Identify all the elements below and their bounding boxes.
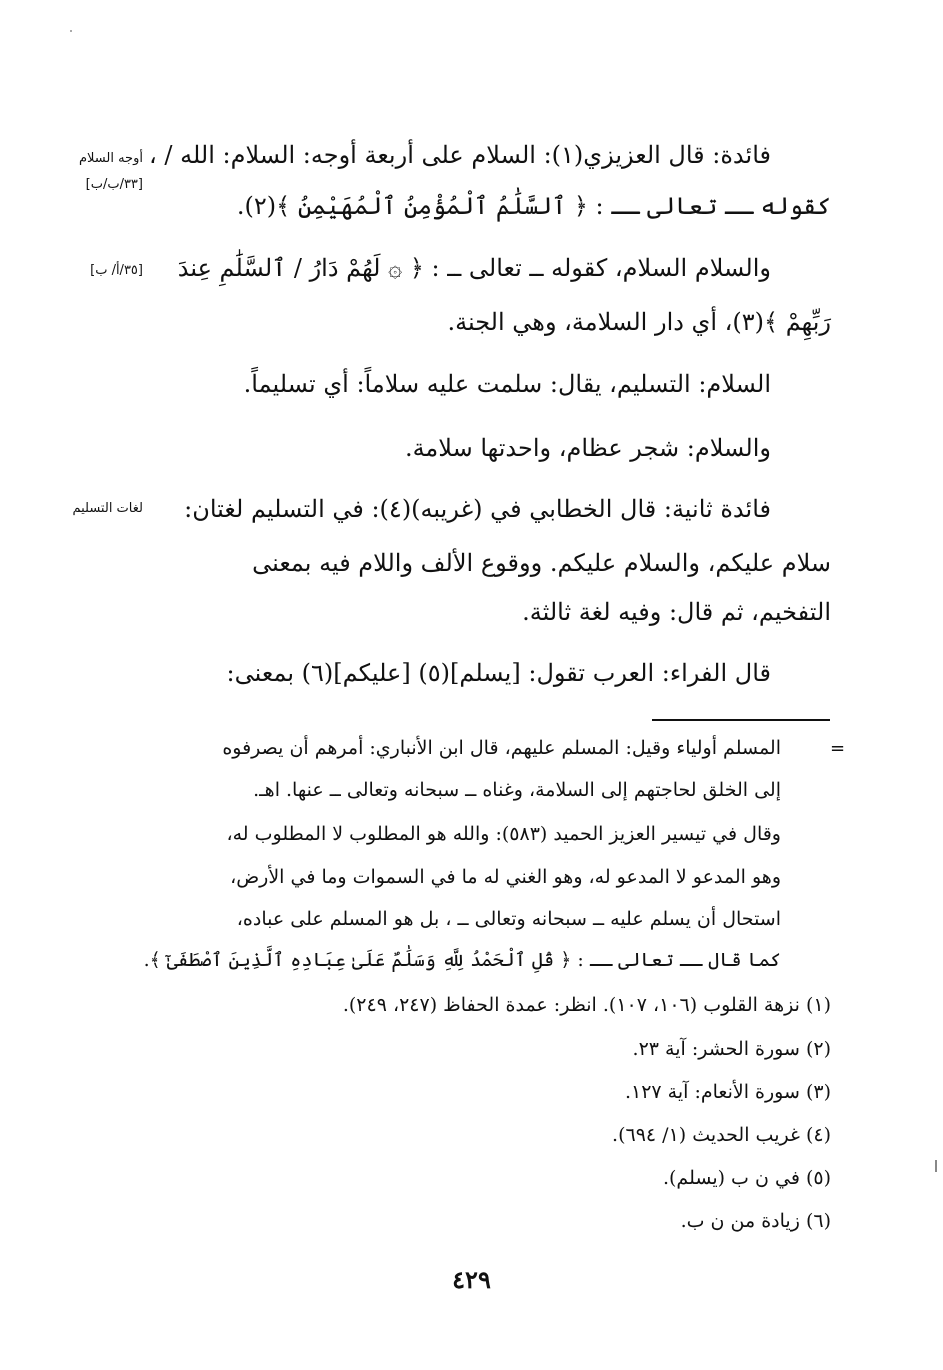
page-number: ٤٢٩ — [452, 1265, 491, 1294]
footnote-4: (٤) غريب الحديث (١/ ٦٩٤). — [612, 1124, 831, 1146]
main-line-7: فائدة ثانية: قال الخطابي في (غريبه)(٤): في التسليم لغتان: — [184, 495, 771, 523]
footnote-continued-line-5: استحال أن يسلم عليه ــ سبحانه وتعالى ــ ، بل هو المسلم على عباده، — [236, 908, 781, 930]
footnote-1: (١) نزهة القلوب (١٠٦، ١٠٧). انظر: عمدة الحفاظ (٢٤٧، ٢٤٩). — [342, 994, 831, 1016]
footnote-3: (٣) سورة الأنعام: آية ١٢٧. — [624, 1081, 831, 1103]
footnote-continued-line-1: المسلم أولياء وقيل: المسلم عليهم، قال ابن الأنباري: أمرهم أن يصرفوه — [222, 737, 781, 759]
main-line-9: التفخيم، ثم قال: وفيه لغة ثالثة. — [522, 598, 831, 626]
main-line-3: والسلام السلام، كقوله ــ تعالى ــ : ﴿ ۞ لَهُمْ دَارُ / ٱلسَّلَٰمِ عِندَ — [177, 254, 771, 282]
footnote-separator — [652, 719, 830, 721]
footnote-6: (٦) زيادة من ن ب. — [680, 1210, 831, 1232]
footnote-5: (٥) في ن ب (يسلم). — [662, 1167, 831, 1189]
footnote-continued-line-3: وقال في تيسير العزيز الحميد (٥٨٣): والله هو المطلوب لا المطلوب له، — [226, 823, 781, 845]
footnote-2: (٢) سورة الحشر: آية ٢٣. — [632, 1038, 831, 1060]
scan-speck — [70, 30, 72, 32]
margin-ref-33b: [٣٣/ب/ب] — [85, 177, 143, 192]
margin-ref-35a: [٣٥/أ/ ب] — [90, 263, 143, 278]
scan-edge-mark — [935, 1160, 937, 1172]
footnote-continued-mark: = — [830, 738, 846, 759]
footnote-continued-line-2: إلى الخلق لحاجتهم إلى السلامة، وغناه ــ سبحانه وتعالى ــ عنها. اهـ. — [253, 779, 781, 801]
footnote-continued-line-6: كما قال ــ تعالى ــ : ﴿ قُلِ ٱلْحَمْدُ لِلَّهِ وَسَلَٰمٌ عَلَىٰ عِبَادِهِ ٱلَّذِينَ ٱصْطَفَىٰٓ ﴾. — [143, 949, 781, 971]
main-line-4: رَبِّهِمْ ﴾(٣)، أي دار السلامة، وهي الجنة. — [447, 308, 831, 336]
main-line-8: سلام عليكم، والسلام عليكم. ووقوع الألف واللام فيه بمعنى — [252, 549, 831, 577]
main-line-5: السلام: التسليم، يقال: سلمت عليه سلاماً: أي تسليماً. — [243, 370, 771, 398]
main-line-10: قال الفراء: العرب تقول: [يسلم](٥) [عليكم](٦) بمعنى: — [226, 659, 771, 687]
main-line-6: والسلام: شجر عظام، واحدتها سلامة. — [404, 434, 771, 462]
footnote-continued-line-4: وهو المدعو لا المدعو له، وهو الغني له ما في السموات وما في الأرض، — [230, 866, 781, 888]
main-line-2: كقوله ــ تعالى ــ : ﴿ ٱلسَّلَٰمُ ٱلْمُؤْمِنُ ٱلْمُهَيْمِنُ ﴾(٢). — [236, 192, 831, 220]
margin-note-taslim-dialects: لغات التسليم — [72, 501, 143, 516]
main-line-1: فائدة: قال العزيزي(١): السلام على أربعة أوجه: السلام: الله / ، — [149, 141, 771, 169]
margin-note-aspects-of-salam: أوجه السلام — [78, 151, 143, 166]
